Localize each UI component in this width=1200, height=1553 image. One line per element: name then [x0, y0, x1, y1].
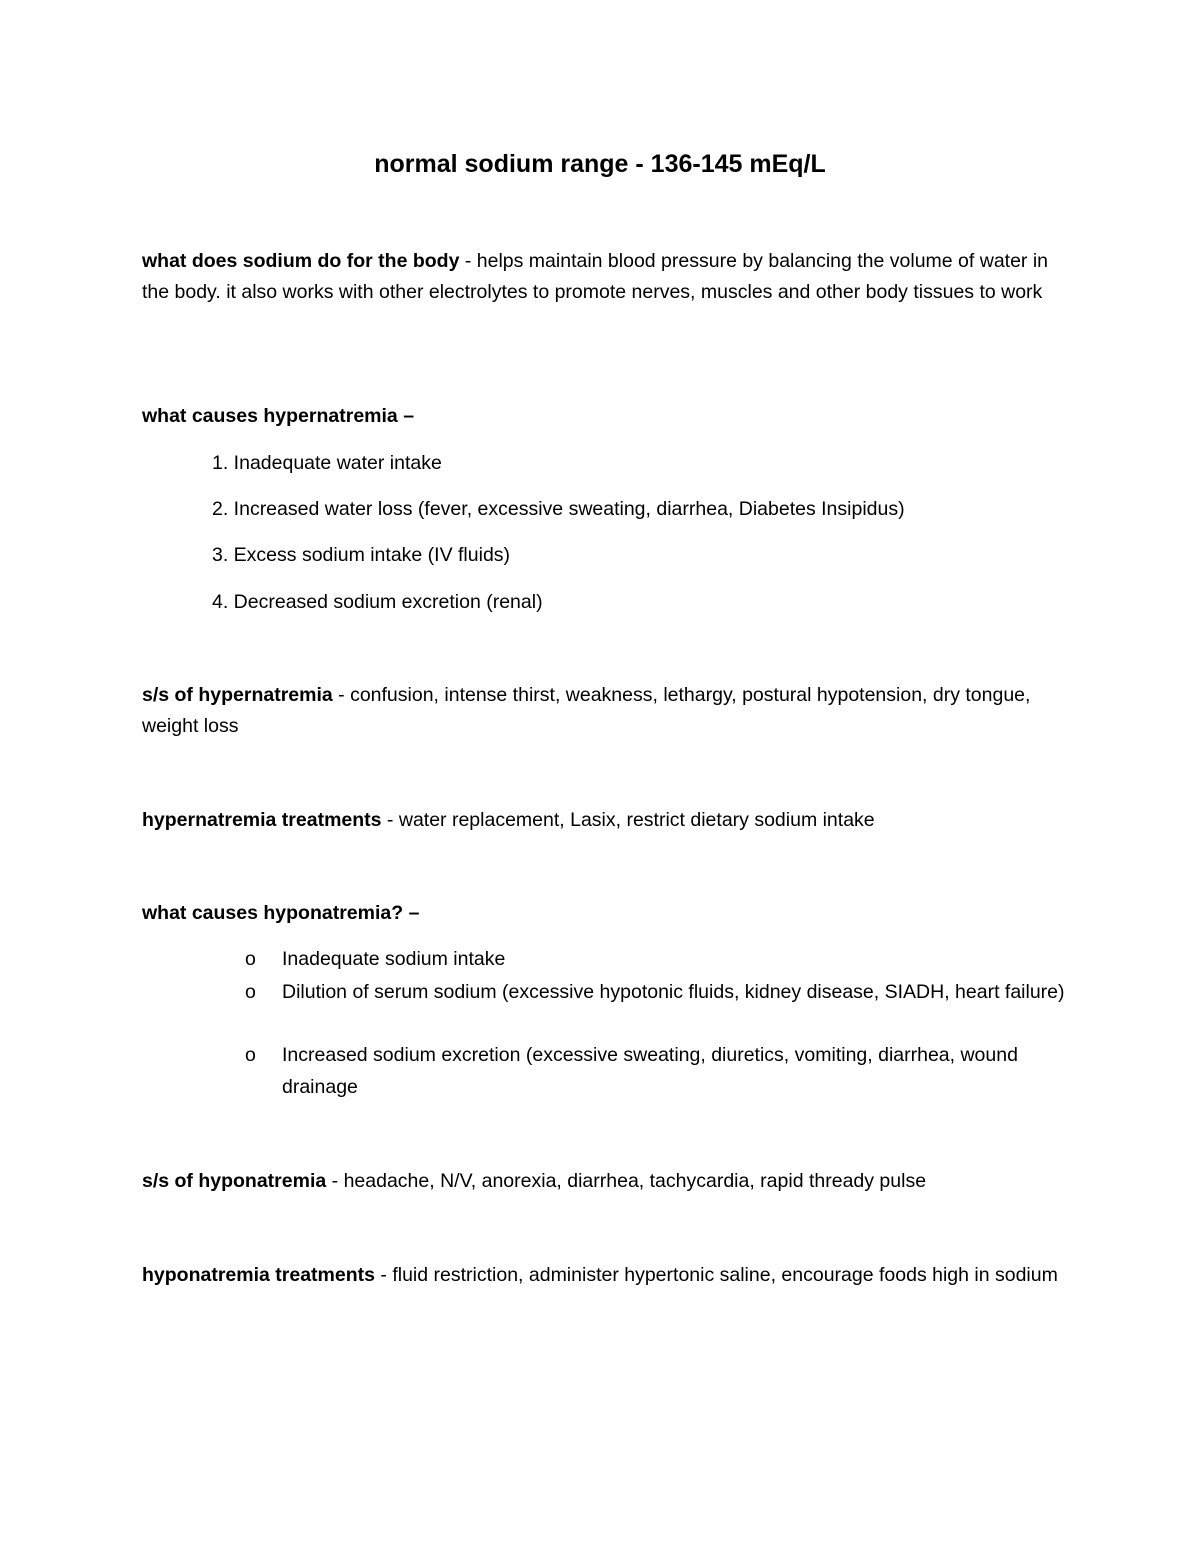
hypernatremia-treatments-separator: -	[381, 809, 399, 831]
hypernatremia-symptoms-text: confusion, intense thirst, weakness, lethargy, postural hypotension, dry tongue, weight loss	[142, 684, 1031, 737]
hyponatremia-cause-item-3	[245, 1040, 1072, 1103]
hypernatremia-causes-heading: what causes hypernatremia –	[142, 405, 415, 427]
sodium-function-text: helps maintain blood pressure by balancing the volume of water in the body. it also works with other electrolytes to promote nerves, muscles and other body tissues to work	[142, 250, 1049, 303]
hyponatremia-cause-item-1	[245, 944, 1072, 976]
sodium-function-heading: what does sodium do for the body	[142, 250, 460, 272]
hypernatremia-treatments-text: water replacement, Lasix, restrict dietary sodium intake	[398, 809, 875, 831]
hyponatremia-symptoms-heading: s/s of hyponatremia	[142, 1170, 327, 1192]
hyponatremia-treatments-text: fluid restriction, administer hypertonic saline, encourage foods high in sodium	[392, 1264, 1058, 1286]
hyponatremia-cause-text-3: Increased sodium excretion (excessive sweating, diuretics, vomiting, diarrhea, wound drainage	[282, 1044, 1018, 1098]
hyponatremia-treatments-separator: -	[374, 1264, 393, 1286]
hypernatremia-symptoms-paragraph	[142, 680, 1072, 742]
hypernatremia-treatments-heading: hypernatremia treatments	[142, 809, 382, 831]
sodium-function-separator: -	[459, 250, 477, 272]
document-title: normal sodium range - 136-145 mEq/L	[374, 150, 826, 178]
hypernatremia-cause-item-4: 4. Decreased sodium excretion (renal)	[212, 591, 543, 613]
hyponatremia-cause-text-2: Dilution of serum sodium (excessive hypotonic fluids, kidney disease, SIADH, heart failure)	[282, 981, 1065, 1003]
hypernatremia-cause-item-3: 3. Excess sodium intake (IV fluids)	[212, 544, 511, 566]
hyponatremia-treatments-heading: hyponatremia treatments	[142, 1264, 375, 1286]
hyponatremia-causes-heading: what causes hyponatremia? –	[142, 902, 420, 924]
sodium-function-paragraph	[142, 246, 1072, 308]
hypernatremia-causes-paragraph	[142, 401, 1072, 432]
hypernatremia-symptoms-separator: -	[332, 684, 351, 706]
hyponatremia-cause-text-1: Inadequate sodium intake	[282, 948, 506, 970]
bullet-circle-icon: o	[245, 981, 256, 1003]
hypernatremia-cause-item-1: 1. Inadequate water intake	[212, 452, 442, 474]
hyponatremia-symptoms-paragraph	[142, 1166, 1072, 1197]
hyponatremia-cause-item-2	[245, 977, 1072, 1009]
bullet-circle-icon: o	[245, 948, 256, 970]
hypernatremia-symptoms-heading: s/s of hypernatremia	[142, 684, 333, 706]
hyponatremia-causes-paragraph	[142, 898, 1072, 929]
hypernatremia-cause-item-2: 2. Increased water loss (fever, excessive sweating, diarrhea, Diabetes Insipidus)	[212, 498, 905, 520]
hyponatremia-treatments-paragraph	[142, 1260, 1072, 1291]
hypernatremia-treatments-paragraph	[142, 805, 1072, 836]
bullet-circle-icon: o	[245, 1044, 256, 1066]
hyponatremia-symptoms-separator: -	[326, 1170, 344, 1192]
hyponatremia-symptoms-text: headache, N/V, anorexia, diarrhea, tachycardia, rapid thready pulse	[343, 1170, 927, 1192]
